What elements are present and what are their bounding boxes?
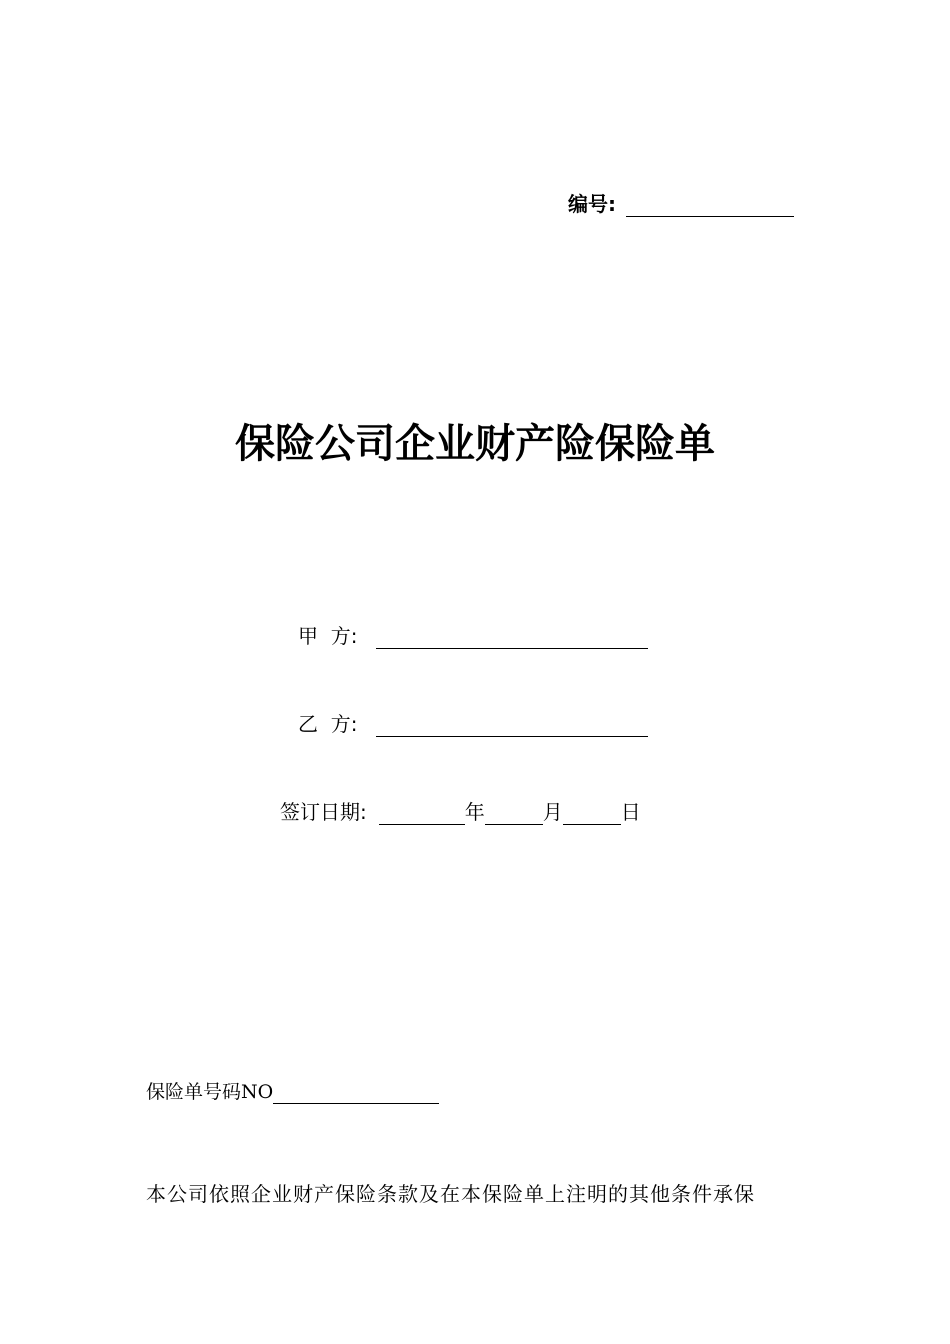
- signing-date-row: [280, 796, 641, 825]
- body-paragraph: 本公司依照企业财产保险条款及在本保险单上注明的其他条件承保: [146, 1182, 755, 1206]
- signing-month-label: 月: [542, 800, 563, 824]
- signing-date-label: 签订日期:: [280, 800, 367, 824]
- policy-number-row: [146, 1077, 439, 1104]
- party-b-blank: [376, 716, 648, 737]
- signing-month-blank: [485, 804, 543, 825]
- signing-day-blank: [563, 804, 621, 825]
- party-a-label: 甲 方:: [298, 624, 358, 648]
- document-number-label: 编号:: [568, 192, 616, 216]
- signing-year-label: 年: [464, 800, 485, 824]
- policy-number-blank: [273, 1083, 439, 1104]
- document-number: [568, 188, 794, 217]
- party-b-row: [298, 708, 648, 737]
- page-title: 保险公司企业财产险保险单: [235, 421, 715, 467]
- signing-year-blank: [379, 804, 465, 825]
- document-number-blank: [626, 194, 794, 217]
- party-a-blank: [376, 628, 648, 649]
- policy-number-label: 保险单号码NO: [146, 1081, 274, 1103]
- party-a-row: [298, 620, 648, 649]
- signing-day-label: 日: [620, 800, 641, 824]
- party-b-label: 乙 方:: [298, 712, 358, 736]
